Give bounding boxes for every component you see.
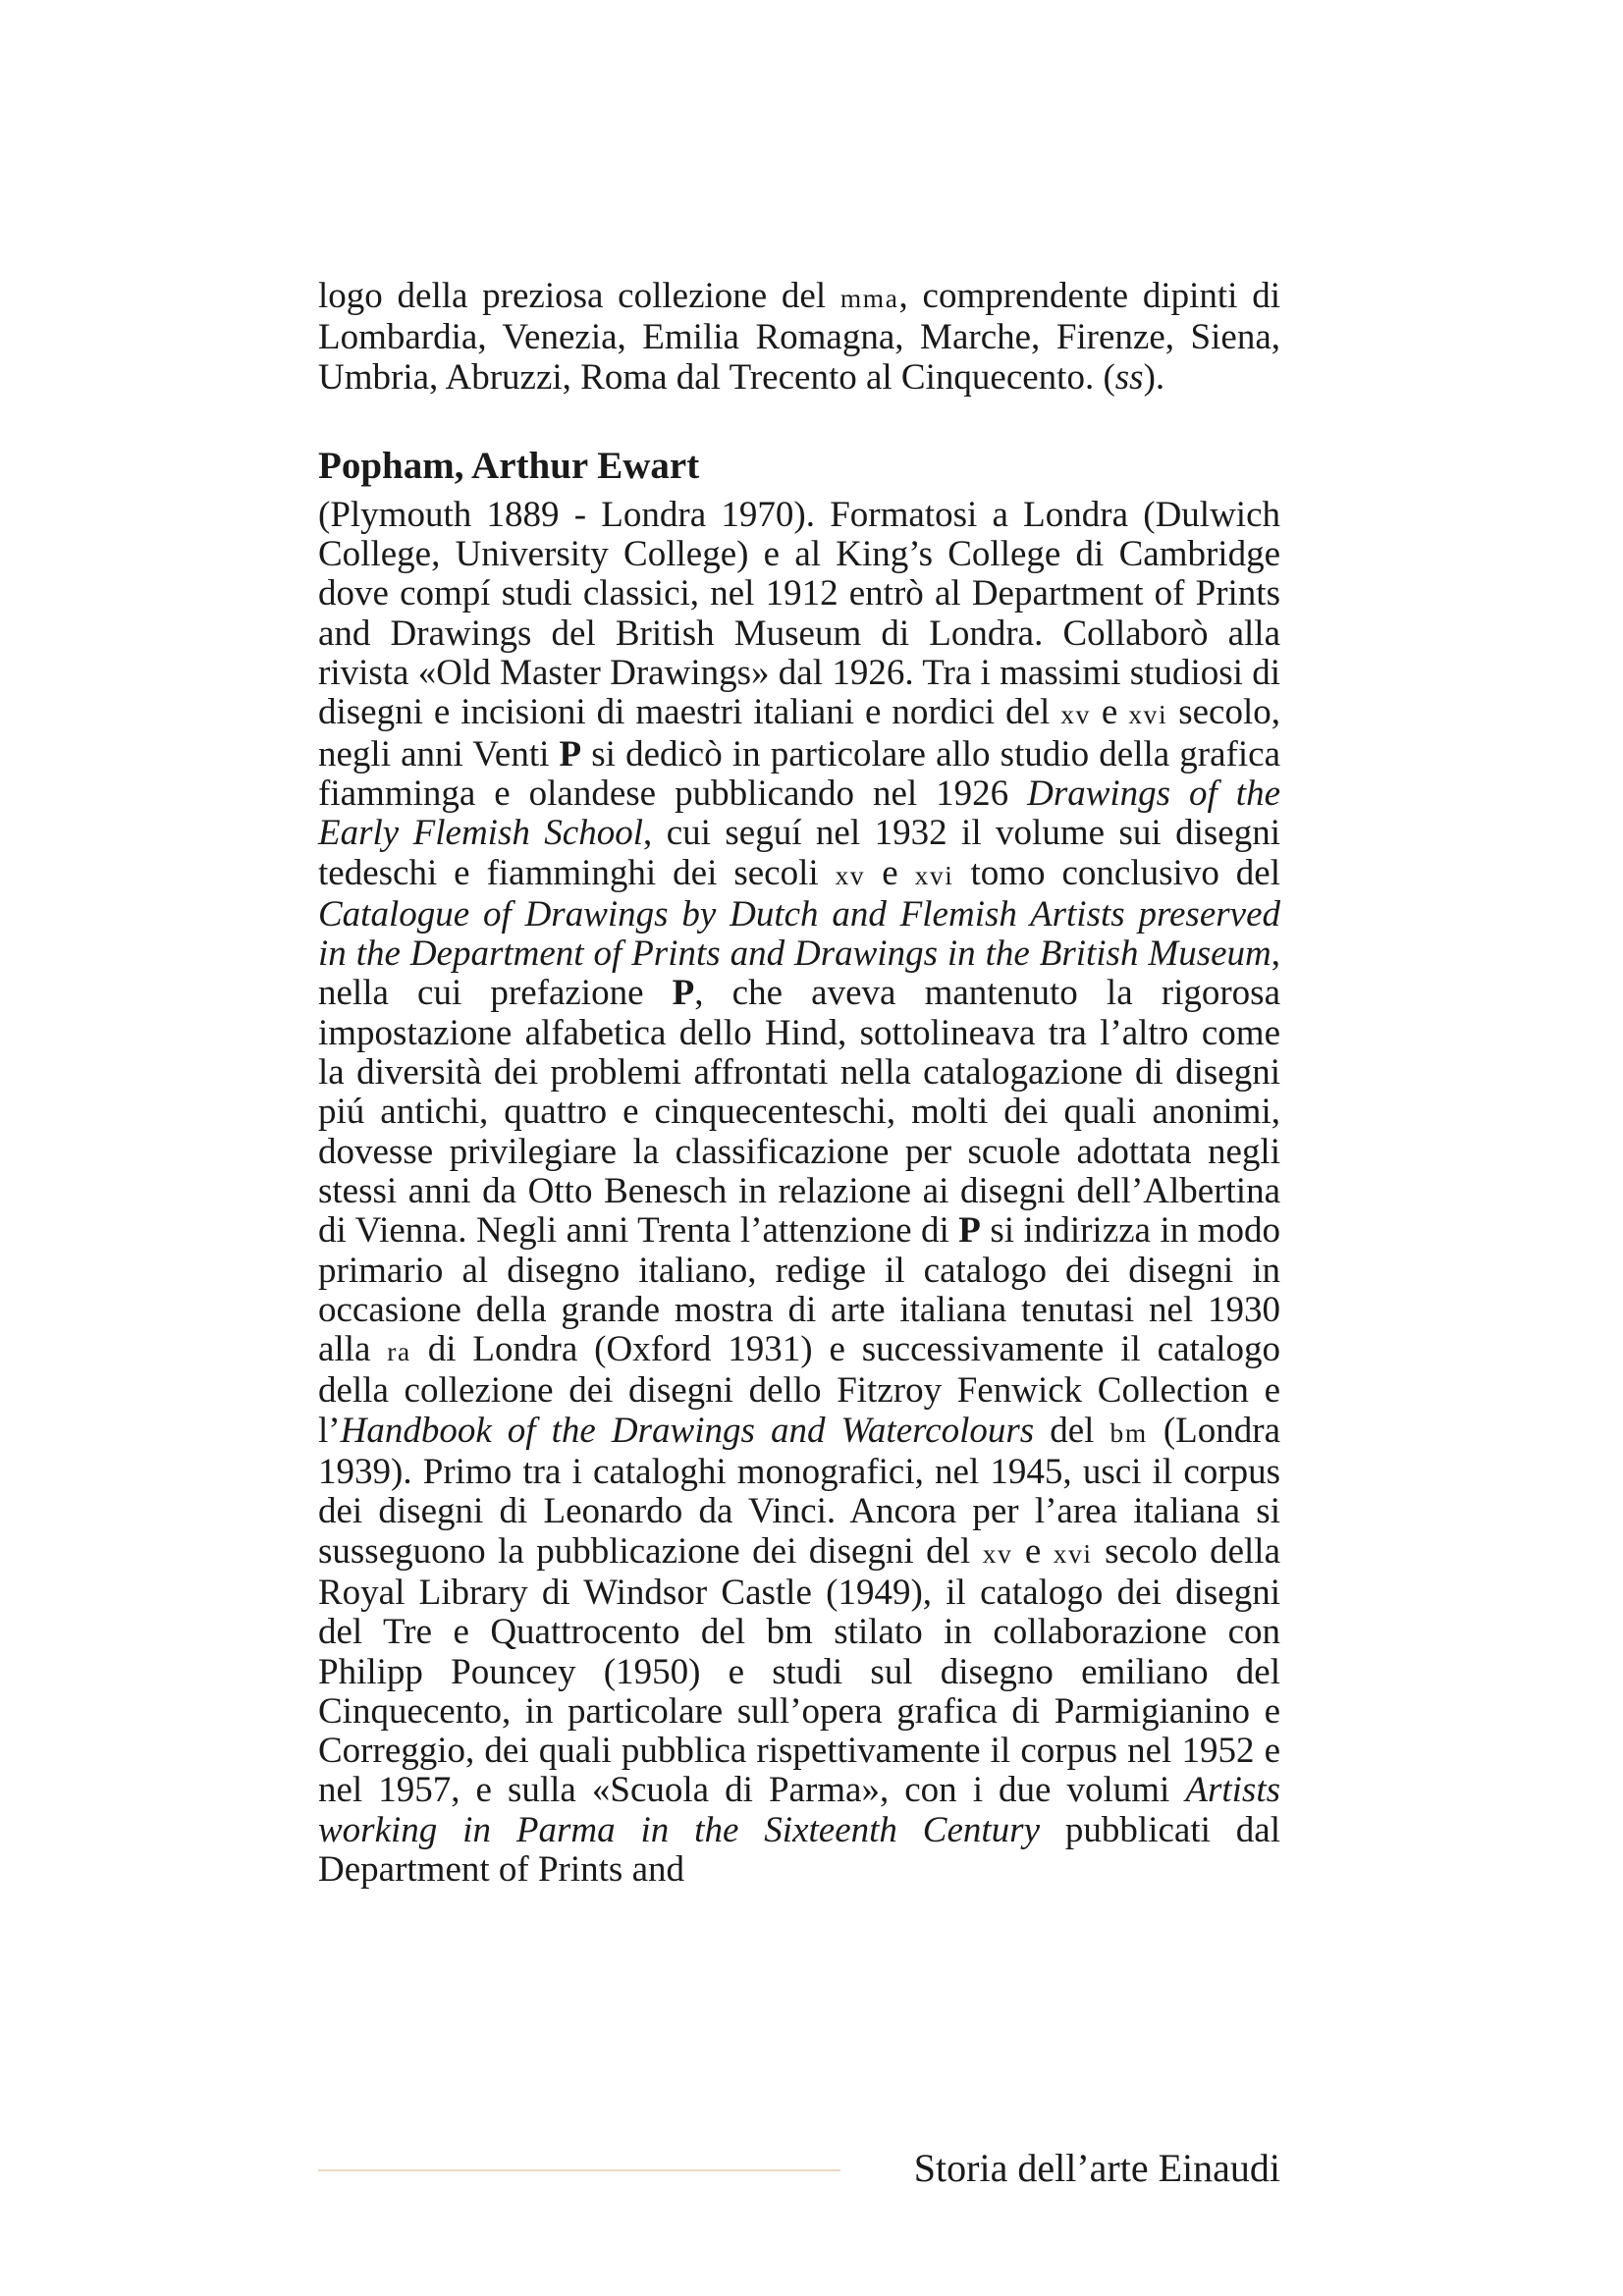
entry-title: Popham, Arthur Ewart [318, 444, 700, 487]
italic-title: Catalogue of Drawings by Dutch and Flemish Artists preserved in the Department of Prints and Drawings in the British Museum [318, 893, 1280, 975]
small-caps: xv [982, 1538, 1013, 1569]
intro-text: , comprendente dipinti di Lombardia, Venezia, Emilia Romagna, Marche, Firenze, Siena, Umbria, Abruzzi, Roma dal Trecento al Cinquecento. ( [318, 276, 1280, 398]
author-initials: ss [1114, 356, 1144, 398]
body-text: si indirizza in modo primario al disegno italiano, redige il catalogo dei disegni in occasione della grande mostra di arte italiana tenutasi nel 1930 alla [318, 1210, 1280, 1370]
body-text: , cui seguí nel 1932 il volume sui disegni tedeschi e fiamminghi dei secoli [318, 813, 1280, 893]
small-caps: xvi [914, 860, 954, 890]
footer-rule [318, 2169, 840, 2171]
body-text: e [865, 852, 915, 893]
body-text: secolo, negli anni Venti [318, 692, 1280, 774]
body-text: si dedicò in particolare allo studio della grafica fiamminga e olandese pubblicando nel 1926 [318, 733, 1280, 814]
body-text: tomo conclusivo del [953, 852, 1280, 893]
body-text: secolo della Royal Library di Windsor Castle (1949), il catalogo dei disegni del Tre e Quattrocento del bm stilato in collaborazione con Philipp Pouncey (1950) e studi sul disegno emiliano del Cinquecento, in particolare sull’opera grafica di Parmigianino e Correggio, dei quali pubblica rispettivamente il corpus nel 1952 e nel 1957, e sulla «Scuola di Parma», con i due volumi [318, 1530, 1280, 1811]
abbreviation: mma [839, 284, 899, 313]
body-text: , che aveva mantenuto la rigorosa impostazione alfabetica dello Hind, sottolineava tra l’altro come la diversità dei problemi affrontati nella catalogazione di disegni piú antichi, quattro e cinquecenteschi, molti dei quali anonimi, dovesse privilegiare la classificazione per scuole adottata negli stessi anni da Otto Benesch in relazione ai disegni dell’Albertina di Vienna. Negli anni Trenta l’attenzione di [318, 973, 1281, 1252]
bold-initial: P [559, 733, 582, 774]
italic-title: Handbook of the Drawings and Watercolours [340, 1410, 1035, 1451]
intro-text: ). [1143, 356, 1165, 398]
italic-title: Drawings of the Early Flemish School [318, 773, 1280, 854]
body-text: , nella cui prefazione [318, 934, 1280, 1014]
small-caps: xvi [1053, 1538, 1093, 1569]
body-text: (Plymouth 1889 - Londra 1970). Formatosi a Londra (Dulwich College, University College) e al King’s College di Cambridge dove compí studi classici, nel 1912 entrò al Department of Prints and Drawings del British Museum di Londra. Collaborò alla rivista «Old Master Drawings» dal 1926. Tra i massimi studiosi di disegni e incisioni di maestri italiani e nordici del [318, 494, 1280, 733]
body-text: del [1034, 1410, 1110, 1451]
small-caps: xv [1060, 700, 1091, 730]
bold-initial: P [672, 973, 695, 1014]
text-column [318, 277, 1280, 1890]
small-caps: bm [1109, 1417, 1148, 1448]
small-caps: xvi [1128, 700, 1168, 730]
bold-initial: P [958, 1210, 981, 1252]
body-text: di Londra (Oxford 1931) e successivamente il catalogo della collezione dei disegni dello Fitzroy Fenwick Collection e l’ [318, 1329, 1280, 1451]
italic-title: Artists working in Parma in the Sixteenth Century [318, 1770, 1280, 1850]
body-text: e [1012, 1530, 1054, 1572]
body-text: e [1090, 692, 1129, 733]
footer-text: Storia dell’arte Einaudi [913, 2146, 1280, 2190]
entry-body [318, 496, 1280, 1890]
intro-paragraph [318, 277, 1280, 398]
small-caps: ra [387, 1337, 411, 1367]
intro-text: logo della preziosa collezione del [318, 276, 840, 316]
body-text: (Londra 1939). Primo tra i cataloghi monografici, nel 1945, usci il corpus dei disegni di Leonardo da Vinci. Ancora per l’area italiana si susseguono la pubblicazione dei disegni del [318, 1410, 1280, 1572]
small-caps: xv [835, 860, 866, 890]
body-text: pubblicati dal Department of Prints and [318, 1809, 1280, 1890]
